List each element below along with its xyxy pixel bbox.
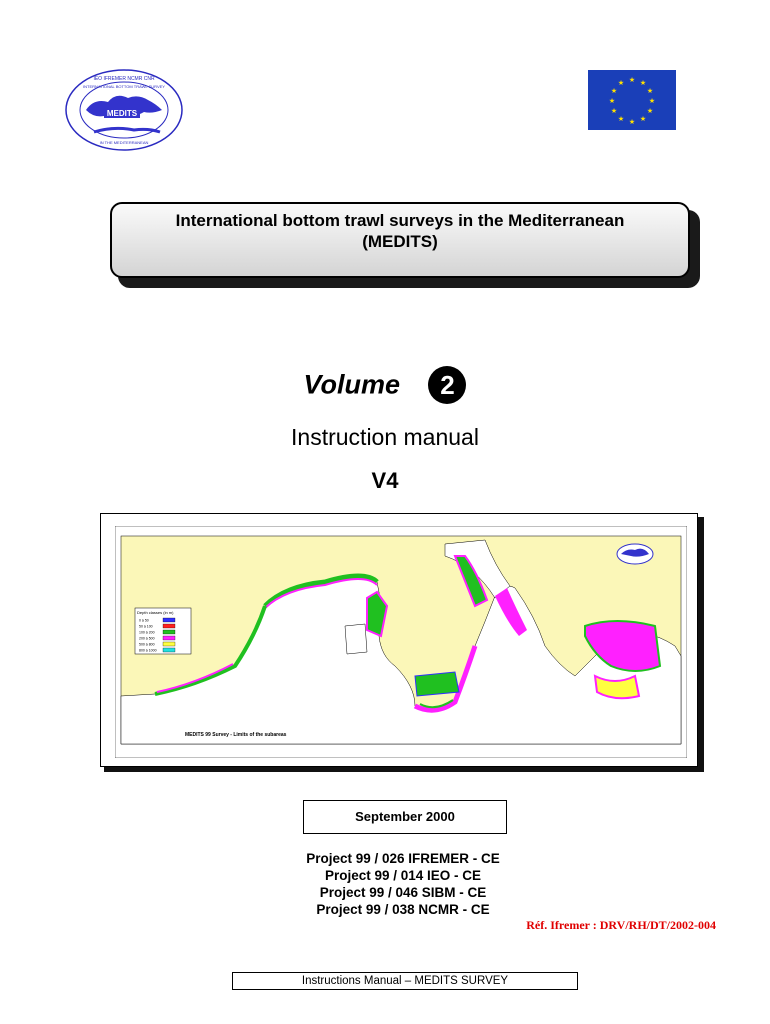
legend-label: 100 à 200 (139, 630, 155, 635)
legend-label: 0 à 50 (139, 618, 149, 623)
legend-swatch (163, 630, 175, 634)
medits-ring-mid: INTERNATIONAL BOTTOM TRAWL SURVEY (83, 84, 165, 89)
survey-map (100, 513, 698, 767)
legend-label: 800 à 1000 (139, 648, 157, 653)
legend-swatch (163, 618, 175, 622)
volume-heading (0, 366, 770, 406)
legend-swatch (163, 648, 175, 652)
svg-text:★: ★ (610, 87, 618, 95)
project-line: Project 99 / 038 NCMR - CE (316, 902, 490, 917)
date-box: September 2000 (303, 800, 507, 834)
svg-text:★: ★ (646, 87, 654, 95)
mediterranean-map-image (115, 526, 687, 758)
manual-title: Instruction manual (291, 424, 479, 450)
map-caption: MEDITS 99 Survey - Limits of the subareas (185, 732, 287, 738)
eu-flag-logo (588, 70, 676, 130)
medits-ring-top: IEO IFREMER NCMR CNR (93, 76, 155, 82)
title-box (110, 202, 690, 278)
legend-swatch (163, 636, 175, 640)
version-label: V4 (371, 468, 399, 493)
svg-text:★: ★ (610, 107, 618, 115)
volume-label: Volume (303, 369, 401, 400)
project-list (200, 850, 606, 918)
project-line: Project 99 / 046 SIBM - CE (319, 885, 487, 900)
map-legend (135, 608, 191, 654)
legend-swatch (163, 624, 175, 628)
project-line: Project 99 / 014 IEO - CE (324, 868, 482, 883)
legend-label: 200 à 500 (139, 636, 155, 641)
svg-text:★: ★ (617, 115, 625, 123)
svg-text:★: ★ (617, 79, 625, 87)
reference-number: Réf. Ifremer : DRV/RH/DT/2002-004 (526, 918, 716, 932)
svg-text:★: ★ (646, 107, 654, 115)
legend-swatch (163, 642, 175, 646)
document-acronym: (MEDITS) (362, 232, 438, 251)
svg-text:★: ★ (648, 97, 656, 105)
svg-text:★: ★ (608, 97, 616, 105)
document-title: International bottom trawl surveys in the Mediterranean (175, 211, 625, 230)
medits-logo (64, 68, 184, 152)
svg-text:★: ★ (628, 76, 636, 84)
svg-text:★: ★ (628, 118, 636, 126)
legend-label: 50 à 100 (139, 624, 153, 629)
medits-ring-bottom: IN THE MEDITERRANEAN (99, 140, 149, 145)
legend-title: Depth classes (in m) (137, 610, 174, 615)
svg-text:★: ★ (639, 115, 647, 123)
volume-number-badge: 2 (428, 366, 466, 404)
page-footer: Instructions Manual – MEDITS SURVEY (232, 972, 578, 990)
svg-text:★: ★ (639, 79, 647, 87)
medits-logo-text: MEDITS (106, 109, 138, 118)
project-line: Project 99 / 026 IFREMER - CE (306, 851, 500, 866)
legend-label: 500 à 800 (139, 642, 155, 647)
